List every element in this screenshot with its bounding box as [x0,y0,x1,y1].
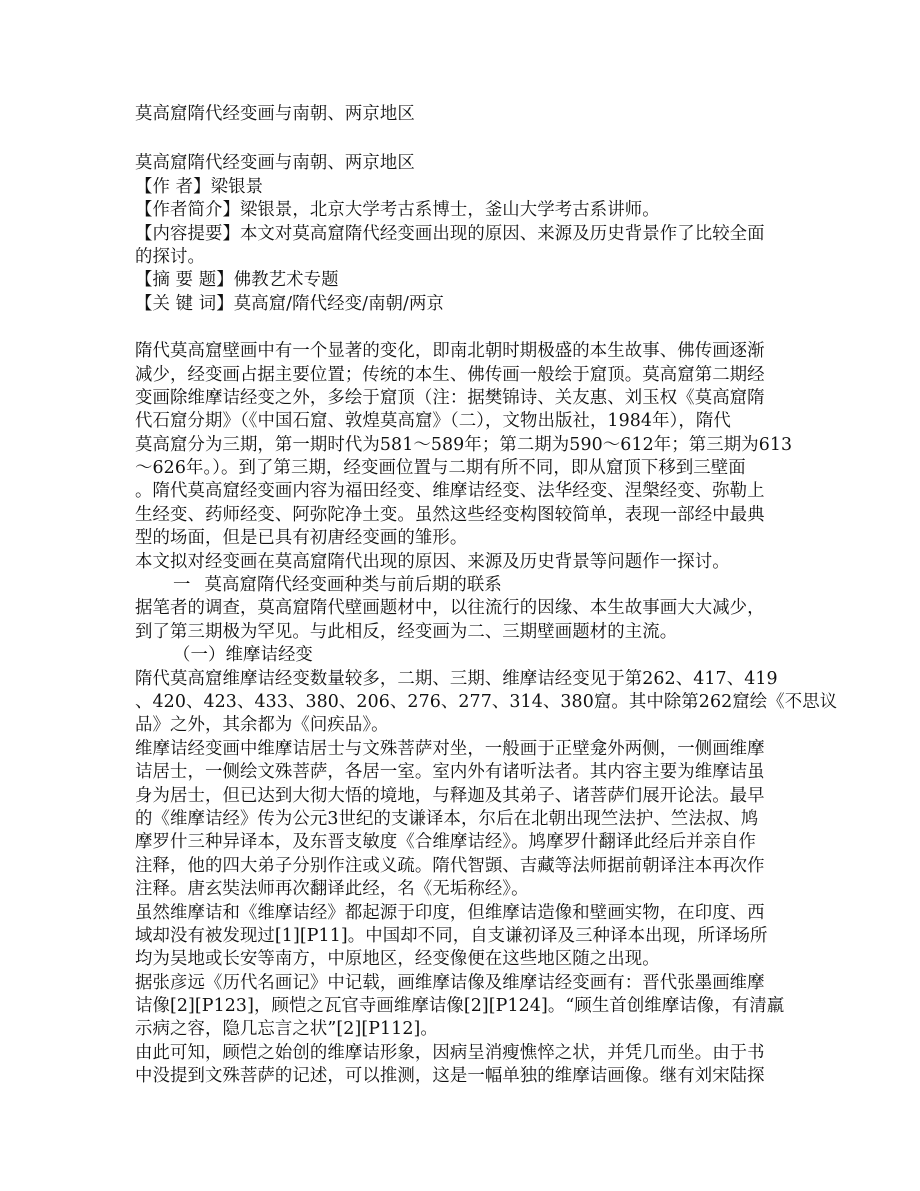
subject-line: 【摘 要 题】佛教艺术专题 [135,270,339,291]
paragraph-records [135,972,787,1042]
text-line: 注释。唐玄奘法师再次翻译此经，名《无垢称经》。 [135,879,529,900]
paragraph-purpose: 本文拟对经变画在莫高窟隋代出现的原因、来源及历史背景等问题作一探讨。 [135,551,730,572]
text-line: 虽然维摩诘和《维摩诘经》都起源于印度，但维摩诘造像和壁画实物，在印度、西 [135,902,765,923]
author-intro-line: 【作者简介】梁银景，北京大学考古系博士，釜山大学考古系讲师。 [135,200,660,221]
text-line: 均为吴地或长安等南方，中原地区，经变像便在这些地区随之出现。 [135,949,660,970]
text-line: 的《维摩诘经》传为公元3世纪的支谦译本，尔后在北朝出现竺法护、竺法叔、鸠 [135,808,759,829]
text-line: 诘居士，一侧绘文殊菩萨，各居一室。室内外有诸听法者。其内容主要为维摩诘虽 [135,762,765,783]
text-line: 隋代莫高窟壁画中有一个显著的变化，即南北朝时期极盛的本生故事、佛传画逐渐 [135,341,765,362]
text-line: 身为居士，但已达到大彻大悟的境地，与释迦及其弟子、诸菩萨们展开论法。最早 [135,785,765,806]
subsection-heading: （一）维摩诘经变 [173,645,313,666]
text-line: 摩罗什三种异译本，及东晋支敏度《合维摩诘经》。鸠摩罗什翻译此经后并亲自作 [135,832,756,853]
abstract-line: 【内容提要】本文对莫高窟隋代经变画出现的原因、来源及历史背景作了比较全面 [135,223,765,244]
text-line: 中没提到文殊菩萨的记述，可以推测，这是一幅单独的维摩诘画像。继有刘宋陆探 [135,1066,765,1087]
text-line: ～626年。）。到了第三期，经变画位置与二期有所不同，即从窟顶下移到三壁面 [135,458,746,479]
text-line: 、420、423、433、380、206、276、277、314、380窟。其中除第262窟绘《不思议 [135,691,838,712]
spacer [135,316,787,340]
author-line: 【作 者】梁银景 [135,176,264,197]
text-line: 型的场面，但是已具有初唐经变画的雏形。 [135,528,468,549]
section-heading [135,574,787,597]
section-heading-text: 莫高窟隋代经变画种类与前后期的联系 [204,575,502,596]
paragraph-origin [135,902,787,972]
keywords-line: 【关 键 词】莫高窟/隋代经变/南朝/两京 [135,293,444,314]
spacer [135,126,787,152]
paragraph-vimalakirti-count [135,668,838,738]
doc-title: 莫高窟隋代经变画与南朝、两京地区 [135,104,415,124]
paragraph-vimalakirti-content [135,738,787,902]
abstract-line: 的探讨。 [135,246,205,267]
text-line: 到了第三期极为罕见。与此相反，经变画为二、三期壁画题材的主流。 [135,621,678,642]
text-line: 由此可知，顾恺之始创的维摩诘形象，因病呈消瘦憔悴之状，并凭几而坐。由于书 [135,1042,765,1063]
text-line: 维摩诘经变画中维摩诘居士与文殊菩萨对坐，一般画于正壁龛外两侧，一侧画维摩 [135,738,765,759]
text-line: 莫高窟分为三期，第一期时代为581～589年；第二期为590～612年；第三期为613 [135,434,793,455]
text-line: 域却没有被发现过[1][P11]。中国却不同，自支谦初译及三种译本出现，所译场所 [135,925,768,946]
text-line: 示病之容，隐几忘言之状”[2][P112]。 [135,1019,438,1040]
text-line: 注释，他的四大弟子分别作注或义疏。隋代智顗、吉藏等法师据前朝译注本再次作 [135,855,765,876]
paragraph-survey [135,597,787,644]
text-line: 。隋代莫高窟经变画内容为福田经变、维摩诘经变、法华经变、涅槃经变、弥勒上 [135,481,765,502]
paragraph-conclusion [135,1042,787,1089]
text-line: 诘像[2][P123]，顾恺之瓦官寺画维摩诘像[2][P124]。“顾生首创维摩诘像，有清羸 [135,996,785,1017]
text-line: 据笔者的调查，莫高窟隋代壁画题材中，以往流行的因缘、本生故事画大大减少， [135,598,765,619]
text-line: 品》之外，其余都为《问疾品》。 [135,715,389,736]
text-line: 据张彦远《历代名画记》中记载，画维摩诘像及维摩诘经变画有：晋代张墨画维摩 [135,972,765,993]
text-line: 变画除维摩诘经变之外，多绘于窟顶（注：据樊锦诗、关友惠、刘玉权《莫高窟隋 [135,387,765,408]
article-title: 莫高窟隋代经变画与南朝、两京地区 [135,153,415,174]
text-line: 生经变、药师经变、阿弥陀净土变。虽然这些经变构图较简单，表现一部经中最典 [135,504,765,525]
text-line: 代石窟分期》（《中国石窟、敦煌莫高窟》（二），文物出版社，1984年），隋代 [135,411,731,432]
text-line: 减少，经变画占据主要位置；传统的本生、佛传画一般绘于窟顶。莫高窟第二期经 [135,364,765,385]
paragraph-intro [135,340,793,551]
document-page [135,103,838,1089]
section-number: 一 [173,575,191,596]
text-line: 隋代莫高窟维摩诘经变数量较多，二期、三期、维摩诘经变见于第262、417、419 [135,668,778,689]
